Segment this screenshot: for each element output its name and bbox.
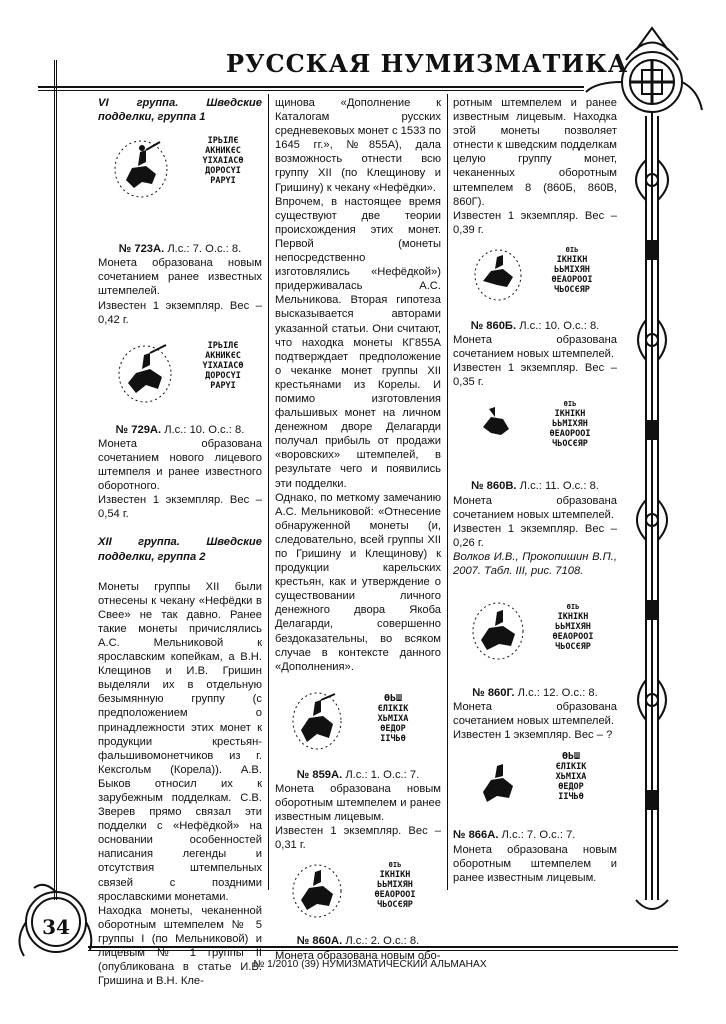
catalog-entry-859a: № 859А. Л.с.: 1. О.с.: 7. (296, 768, 420, 781)
coin-obverse-rider-icon (116, 343, 174, 405)
body-paragraph: Однако, по меткому замечанию А.С. Мельниковой: «Отнесение обнаруженной монеты (и, следовательно, всей группы XII по Гришину и Клещинову) к продукции карельских крестьян, как и утверждение о существовании личного денежного двора Якоба Делагарди, совершенно бездоказательны, во всяком случае в контексте данного «Дополнения». (275, 491, 441, 673)
coin-image-723a (98, 124, 262, 220)
body-paragraph: ротным штемпелем и ранее известным лицевым. Находка этой монеты позволяет отнести к шведским подделкам целую группу монет, чеканенных оборотным штемпелем 8 (860Б, 860В, 860Г). (453, 97, 617, 208)
body-paragraph: Монеты группы XII были отнесены к чекану «Нефёдки в Свее» не так давно. Ранее такие монеты причислялись А.С. Мельниковой к ярославским копейкам, а В.Н. Клещинов и И.В. Гришин выделяли их в отдельную безымянную группу (с предположением о принадлежности этих монет к продукции крестьян-фальшивомонетчиков из г. Кексгольм (Корела)). А.В. Быков относил их к зарубежным подделкам. С.В. Зверев прямо связал эти подделки с «Нефёдкой» на основании особенностей написания легенды и отсутствия штемпельных связей с поздними ярославскими монетами. (98, 580, 262, 903)
footer-publication: № 1/2010 (39) НУМИЗМАТИЧЕСКИЙ АЛЬМАНАХ (253, 959, 487, 970)
column-1 (98, 96, 262, 988)
coin-reverse-legend: ӨЬШ ЄЛІКІК ХЬМІХА ӨЕДОР ІІЧЬӨ (555, 751, 587, 803)
catalog-entry-860b: № 860Б. Л.с.: 10. О.с.: 8. (470, 319, 600, 332)
coin-reverse-legend: ӨІЬ ІКНІКН ЬЬМІХЯН ӨЕАОРООІ ЧЬОСЄЯР (551, 245, 593, 295)
coin-specimen-info: Известен 1 экземпляр. Вес – 0,26 г. (453, 522, 617, 549)
bibliographic-reference: Волков И.В., Прокопишин В.П., 2007. Табл. III, рис. 7108. (453, 550, 617, 577)
catalog-entry-723a: № 723А. Л.с.: 7. О.с.: 8. (118, 243, 242, 256)
coin-reverse-legend: ІРЬІЛЄ АКНИКЄС ҮІХАІАСӨ ДОРОСҮІ РАРҮІ (202, 136, 244, 187)
coin-obverse-rider-icon (471, 600, 525, 662)
body-paragraph: Впрочем, в настоящее время существуют две теории происхождения этих монет. Первой (монеты непосредственно изготовлялись «Нефёдкой») придерживалась А.С. Мельникова. Вторая гипотеза высказывается авторами указанной статьи. Они считают, что находка монеты КГ855А подтверждает предположение о чеканке монет группы XII крестьянами из Корелы. И помимо изготовления фальшивых монет на личном денежном дворе Делагарди получал прибыль от продажи «воровских» штемпелей, в результате чего и появились эти подделки. (275, 195, 441, 490)
header-rule-left-thin (38, 90, 584, 91)
coin-description: Монета образована сочетанием нового лицевого штемпеля и ранее известного оборотного. (98, 437, 262, 493)
left-border (54, 60, 57, 900)
header-rule-left (38, 86, 584, 88)
coin-reverse-legend: ӨІЬ ІКНІКН ЬЬМІХЯН ӨЕАОРООІ ЧЬОСЄЯР (552, 603, 594, 653)
coin-description: Монета образована новым оборотным штемпелем и ранее известным лицевым. (453, 843, 617, 884)
coin-specimen-info: Известен 1 экземпляр. Вес – 0,39 г. (453, 209, 617, 236)
coin-description: Монета образована сочетанием новых штемпелей. (453, 701, 617, 728)
body-paragraph: Находка монеты, чеканенной оборотным штемпелем № 5 группы I (по Мельниковой) и лицевым № 1 группы II (опубликована в статье И.В. Гришина и В.Н. Кле- (98, 904, 262, 988)
coin-reverse-legend: ӨІЬ ІКНІКН ЬЬМІХЯН ӨЕАОРООІ ЧЬОСЄЯР (374, 861, 416, 911)
page-number: 34 (42, 915, 70, 939)
coin-obverse-rider-icon (291, 862, 343, 920)
coin-description: Монета образована сочетанием новых штемпелей. (453, 494, 617, 521)
coin-image-860v (453, 393, 617, 479)
coin-description: Монета образована сочетанием новых штемпелей. (453, 334, 617, 361)
section-heading-group-6: VI группа. Шведские подделки, группа 1 (98, 97, 262, 124)
catalog-entry-729a: № 729А. Л.с.: 10. О.с.: 8. (115, 423, 245, 436)
coin-image-866a (453, 748, 617, 828)
coin-image-860a (275, 856, 441, 934)
column-divider-2 (447, 94, 448, 890)
coin-image-729a (98, 337, 262, 421)
body-paragraph: щинова «Дополнение к Каталогам русских средневековых монет с 1533 по 1645 гг.», №855А), дала возможность отнести всю группу XII (по Клещинову и Гришину) к чекану «Нефёдки». (275, 97, 441, 194)
coin-reverse-legend: ӨІЬ ІКНІКН ЬЬМІХЯН ӨЕАОРООІ ЧЬОСЄЯР (549, 400, 591, 450)
coin-specimen-info: Известен 1 экземпляр. Вес – 0,35 г. (453, 362, 617, 389)
header-title: РУССКАЯ НУМИЗМАТИКА (226, 49, 629, 78)
coin-description: Монета образована новым оборотным штемпелем и ранее известным лицевым. (275, 782, 441, 824)
coin-specimen-info: Известен 1 экземпляр. Вес – 0,42 г. (98, 299, 262, 326)
coin-description: Монета образована новым обо- (275, 949, 441, 962)
coin-reverse-legend: ІРЬІЛЄ АКНИКЄС ҮІХАІАСӨ ДОРОСҮІ РАРҮІ (202, 340, 244, 391)
section-heading-group-12: XII группа. Шведские подделки, группа 2 (98, 536, 262, 563)
catalog-entry-866a: № 866А. Л.с.: 7. О.с.: 7. (453, 829, 576, 842)
coin-obverse-rider-icon (112, 138, 170, 200)
column-divider-1 (268, 94, 269, 890)
catalog-entry-860v: № 860В. Л.с.: 11. О.с.: 8. (471, 480, 599, 493)
coin-specimen-info: Известен 1 экземпляр. Вес – ? (453, 729, 613, 742)
coin-reverse-legend: ӨЬШ ЄЛІКІК ХЬМІХА ӨЕДОР ІІЧЬӨ (377, 692, 409, 744)
catalog-entry-860a: № 860А. Л.с.: 2. О.с.: 8. (296, 935, 420, 948)
coin-obverse-rider-icon (473, 247, 523, 303)
coin-obverse-rider-icon (473, 758, 523, 814)
coin-image-860b (453, 239, 617, 319)
catalog-entry-860g: № 860Г. Л.с.: 12. О.с.: 8. (472, 687, 598, 700)
coin-description: Монета образована новым сочетанием ранее известных штемпелей. (98, 257, 262, 298)
coin-image-860g (453, 592, 617, 686)
coin-specimen-info: Известен 1 экземпляр. Вес – 0,31 г. (275, 825, 441, 852)
coin-obverse-rider-icon (291, 690, 343, 752)
coin-image-859a (275, 686, 441, 768)
column-2 (275, 96, 441, 963)
coin-obverse-rider-icon (473, 403, 519, 449)
column-3 (453, 96, 617, 885)
coin-specimen-info: Известен 1 экземпляр. Вес – 0,54 г. (98, 494, 262, 521)
